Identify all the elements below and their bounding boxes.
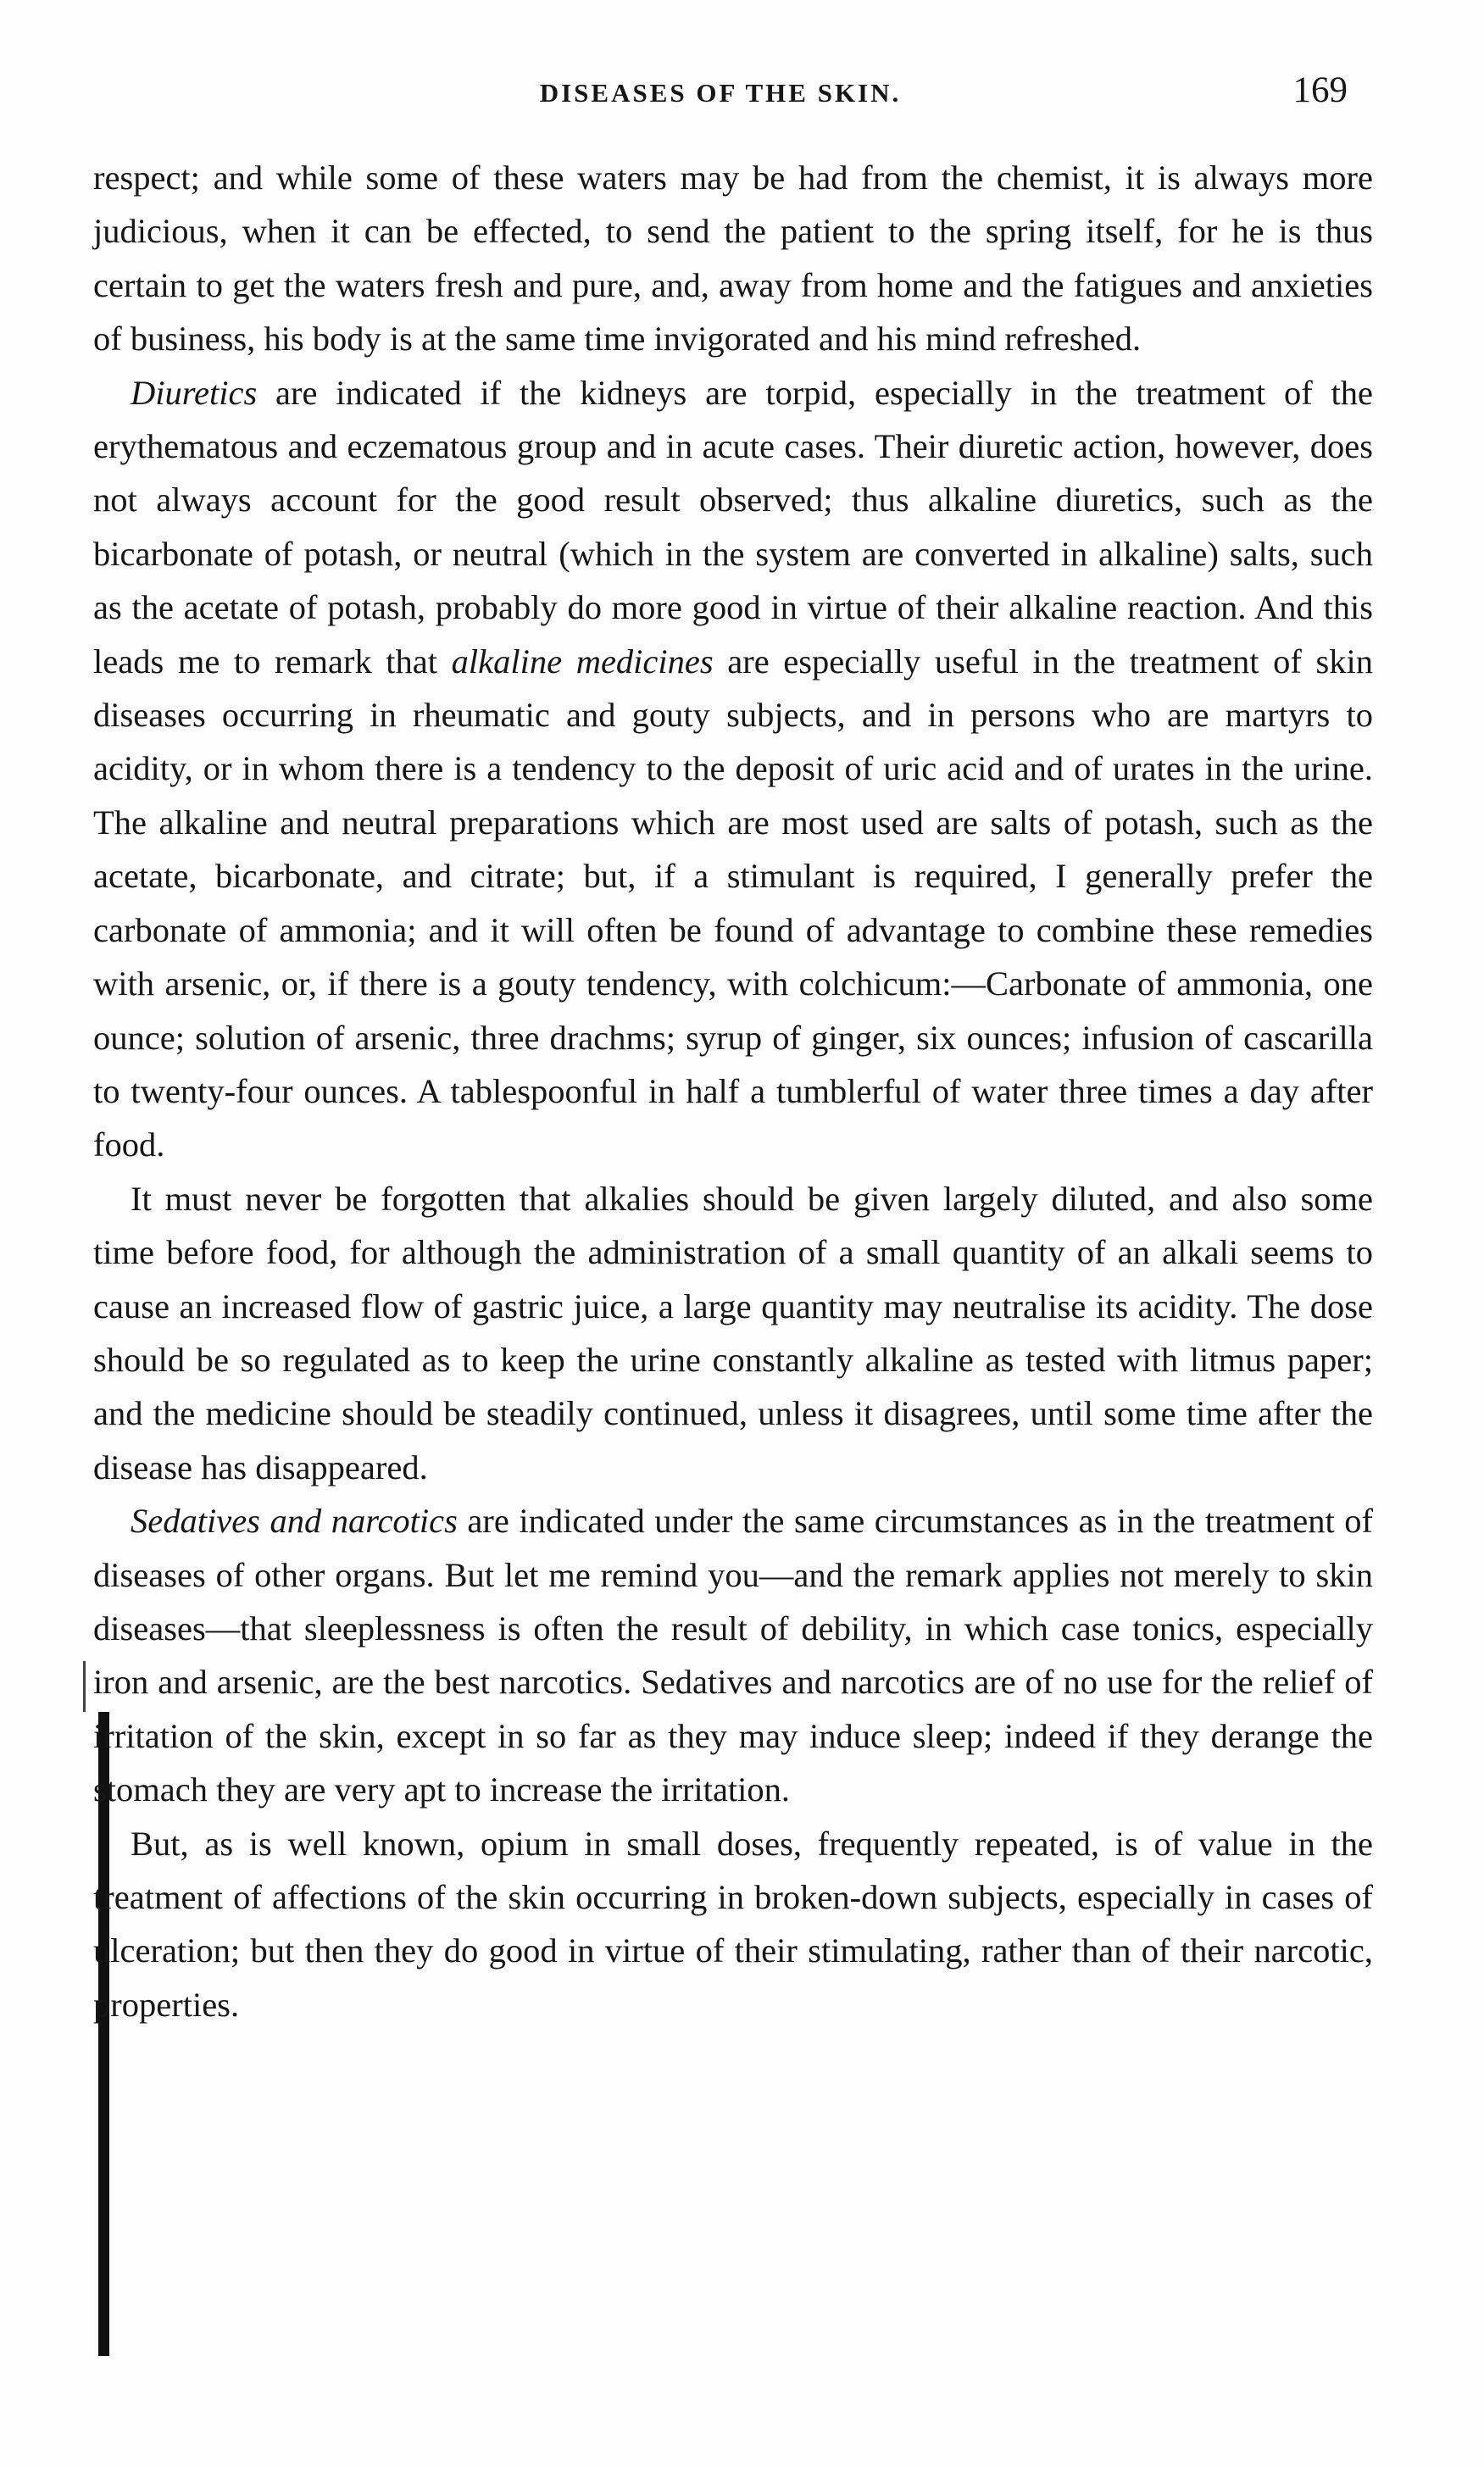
italic-term: Diuretics (131, 373, 258, 412)
paragraph-text: It must never be forgotten that alkalies should be given largely diluted, and also some time before food, for although the administration of a small quantity of an alkali seems to cause an increased flow of gastric juice, a large quantity may neutralise its acidity. The dose should be so regulated as to keep the urine constantly alkaline as tested with litmus paper; and the medicine should be steadily continued, unless it disagrees, until some time after the disease has disappeared. (93, 1179, 1373, 1486)
paragraph-text: are indicated under the same circumstances as in the treatment of diseases of other organs. But let me remind you—and the remark applies not merely to skin diseases—that sleeplessness is often the result of debility, in which case tonics, especially iron and arsenic, are the best narcotics. Sedatives and narcotics are of no use for the relief of irritation of the skin, except in so far as they may induce sleep; indeed if they derange the stomach they are very apt to increase the irritation. (93, 1502, 1373, 1809)
paragraph-sedatives (93, 1494, 1373, 1816)
italic-term: Sedatives and narcotics (131, 1502, 458, 1541)
margin-mark (83, 1661, 86, 1712)
running-head (93, 69, 1348, 120)
running-title: DISEASES OF THE SKIN. (539, 78, 902, 108)
paragraph-opium (93, 1817, 1373, 2032)
paragraph-alkalies (93, 1172, 1373, 1494)
body-text (93, 151, 1373, 2031)
paragraph-continuation (93, 151, 1373, 366)
page-number: 169 (1292, 70, 1348, 110)
paragraph-text: are indicated if the kidneys are torpid, especially in the treatment of the erythematous and eczematous group and in acute cases. Their diuretic action, however, does not always account for the good result observed; thus alkaline diuretics, such as the bicarbonate of potash, or neutral (which in the system are converted in alkaline) salts, such as the acetate of potash, probably do more good in virtue of their alkaline reaction. And this leads me to remark that (93, 373, 1373, 681)
paragraph-text: are especially useful in the treatment of skin diseases occurring in rheumatic and gouty subjects, and in persons who are martyrs to acidity, or in whom there is a tendency to the deposit of uric acid and of urates in the urine. The alkaline and neutral preparations which are most used are salts of potash, such as the acetate, bicarbonate, and citrate; but, if a stimulant is required, I generally prefer the carbonate of ammonia; and it will often be found of advantage to combine these remedies with arsenic, or, if there is a gouty tendency, with colchicum:—Carbonate of ammonia, one ounce; solution of arsenic, three drachms; syrup of ginger, six ounces; infusion of cascarilla to twenty-four ounces. A tablespoonful in half a tumblerful of water three times a day after food. (93, 642, 1373, 1164)
paragraph-text: But, as is well known, opium in small doses, frequently repeated, is of value in the treatment of affections of the skin occurring in broken-down subjects, especially in cases of ulceration; but then they do good in virtue of their stimulating, rather than of their narcotic, properties. (93, 1824, 1373, 2024)
paragraph-diuretics (93, 366, 1373, 1172)
italic-term: alkaline medicines (451, 642, 714, 681)
paragraph-text: respect; and while some of these waters may be had from the chemist, it is always more judicious, when it can be effected, to send the patient to the spring itself, for he is thus certain to get the waters fresh and pure, and, away from home and the fatigues and anxieties of business, his body is at the same time invigorated and his mind refreshed. (93, 158, 1373, 358)
